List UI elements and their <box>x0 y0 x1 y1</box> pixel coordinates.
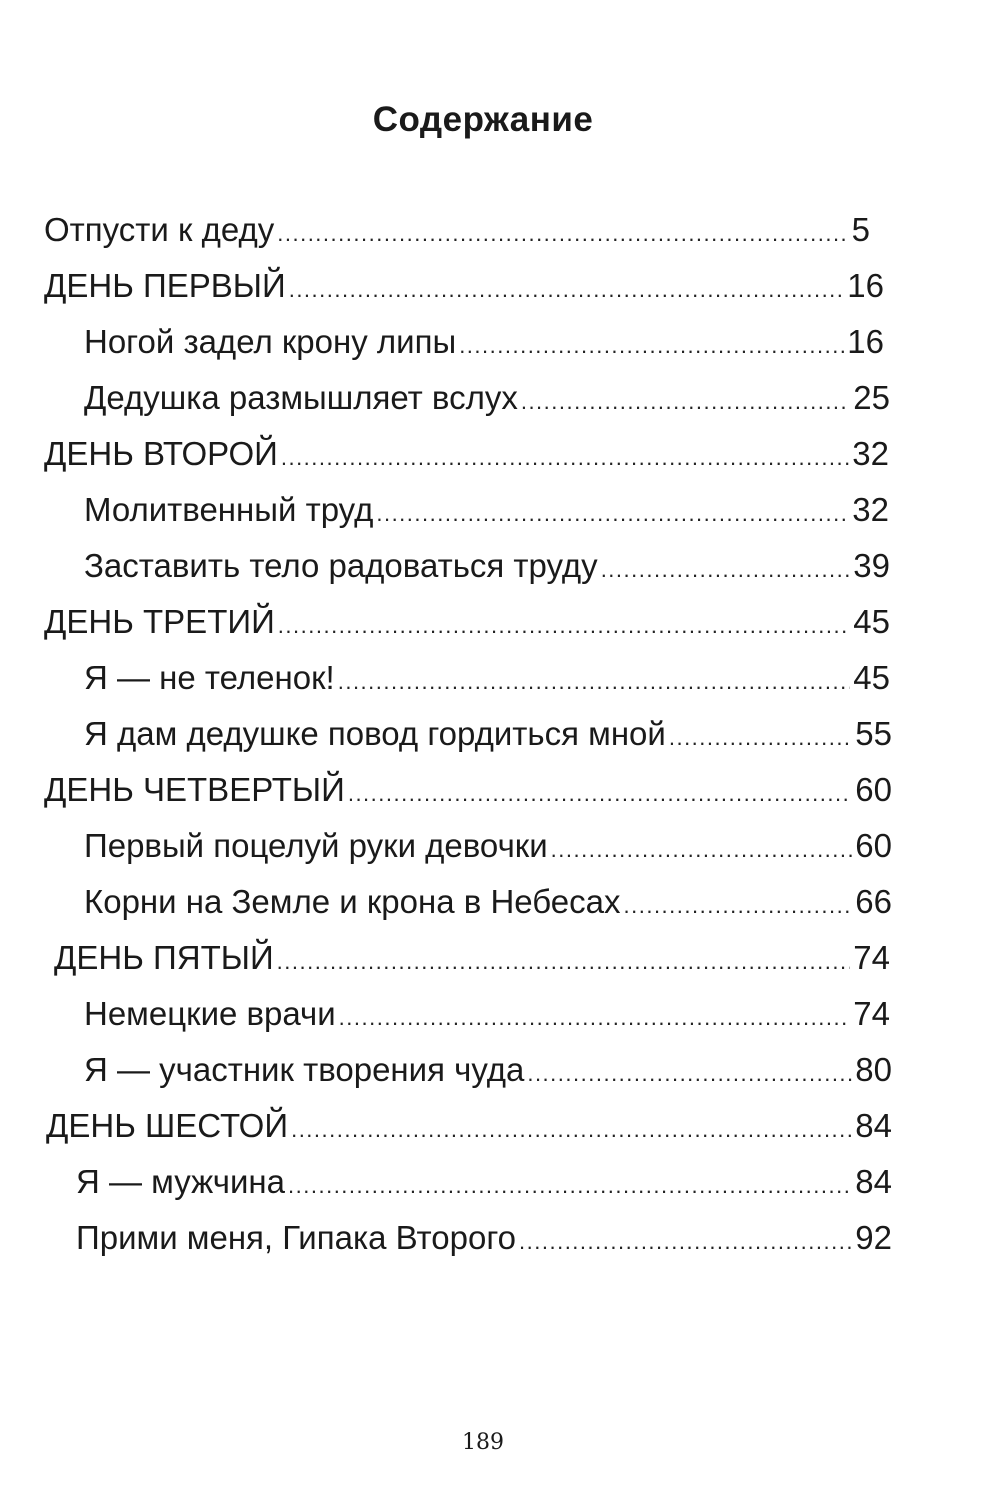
toc-entry <box>44 202 870 258</box>
dot-leader <box>551 822 853 878</box>
dot-leader <box>521 374 850 430</box>
toc-entry-title: ДЕНЬ ВТОРОЙ <box>44 435 278 472</box>
toc-entry <box>44 426 889 482</box>
toc-entry-page: 16 <box>847 267 884 304</box>
dot-leader <box>291 1102 852 1158</box>
toc-entry-page: 25 <box>853 379 890 416</box>
toc-entry-title: Я — не теленок! <box>84 659 335 696</box>
toc-entry-page: 80 <box>855 1051 892 1088</box>
toc-entry-page: 16 <box>847 323 884 360</box>
toc-entry-page: 32 <box>852 435 889 472</box>
toc-entry-title: Я — участник творения чуда <box>84 1051 525 1088</box>
toc-entry <box>84 650 890 706</box>
toc-entry-page: 60 <box>855 827 892 864</box>
toc-entry-title: Корни на Земле и крона в Небесах <box>84 883 621 920</box>
toc-entry-page: 45 <box>853 659 890 696</box>
page-number: 189 <box>462 1430 504 1455</box>
dot-leader <box>289 262 845 318</box>
dot-leader <box>459 318 844 374</box>
dot-leader <box>348 766 852 822</box>
dot-leader <box>624 878 853 934</box>
toc-entry-title: ДЕНЬ ТРЕТИЙ <box>44 603 275 640</box>
dot-leader <box>278 598 850 654</box>
toc-entry <box>44 594 890 650</box>
toc-entry <box>54 930 890 986</box>
dot-leader <box>277 206 848 262</box>
toc-entry <box>76 1154 892 1210</box>
toc-entry-title: Ногой задел крону липы <box>84 323 457 360</box>
toc-entry <box>46 1098 892 1154</box>
toc-entry-page: 60 <box>855 771 892 808</box>
toc-entry-title: Молитвенный труд <box>84 491 374 528</box>
dot-leader <box>376 486 849 542</box>
dot-leader <box>288 1158 852 1214</box>
toc-entry-page: 84 <box>855 1163 892 1200</box>
dot-leader <box>339 990 851 1046</box>
toc-entry-page: 5 <box>851 211 870 248</box>
toc-entry-page: 39 <box>853 547 890 584</box>
dot-leader <box>527 1046 852 1102</box>
toc-entry <box>84 370 890 426</box>
toc-entry-title: Заставить тело радоваться труду <box>84 547 598 584</box>
toc-entry-title: Прими меня, Гипака Второго <box>76 1219 517 1256</box>
toc-entry-page: 84 <box>855 1107 892 1144</box>
toc-entry-page: 92 <box>855 1219 892 1256</box>
toc-entry-page: 32 <box>852 491 889 528</box>
toc-entry <box>84 874 892 930</box>
toc-entry <box>84 482 889 538</box>
toc-entry-page: 74 <box>853 939 890 976</box>
page-title: Содержание <box>372 100 594 139</box>
toc-entry-title: Отпусти к деду <box>44 211 275 248</box>
toc-entry-title: ДЕНЬ ШЕСТОЙ <box>46 1107 289 1144</box>
toc-entry-title: ДЕНЬ ЧЕТВЕРТЫЙ <box>44 771 345 808</box>
toc-entry-title: Первый поцелуй руки девочки <box>84 827 548 864</box>
toc-entry-page: 74 <box>853 995 890 1032</box>
dot-leader <box>519 1214 852 1270</box>
toc-entry-title: Немецкие врачи <box>84 995 336 1032</box>
toc-entry-title: Дедушка размышляет вслух <box>84 379 518 416</box>
dot-leader <box>277 934 851 990</box>
dot-leader <box>281 430 849 486</box>
toc-entry <box>84 1042 892 1098</box>
toc-entry-title: ДЕНЬ ПЕРВЫЙ <box>44 267 286 304</box>
toc-entry <box>84 538 890 594</box>
toc-entry-page: 55 <box>855 715 892 752</box>
toc-entry <box>76 1210 892 1266</box>
toc-entry-title: Я — мужчина <box>76 1163 286 1200</box>
toc-entry-title: Я дам дедушке повод гордиться мной <box>84 715 666 752</box>
toc-entry <box>44 258 884 314</box>
dot-leader <box>669 710 852 766</box>
dot-leader <box>601 542 851 598</box>
dot-leader <box>338 654 851 710</box>
toc-entry <box>84 706 892 762</box>
toc-entry-title: ДЕНЬ ПЯТЫЙ <box>54 939 274 976</box>
toc-entry-page: 45 <box>853 603 890 640</box>
toc-entry <box>84 986 890 1042</box>
toc-entry <box>84 818 892 874</box>
toc-entry-page: 66 <box>855 883 892 920</box>
toc-entry <box>84 314 884 370</box>
toc-entry <box>44 762 892 818</box>
